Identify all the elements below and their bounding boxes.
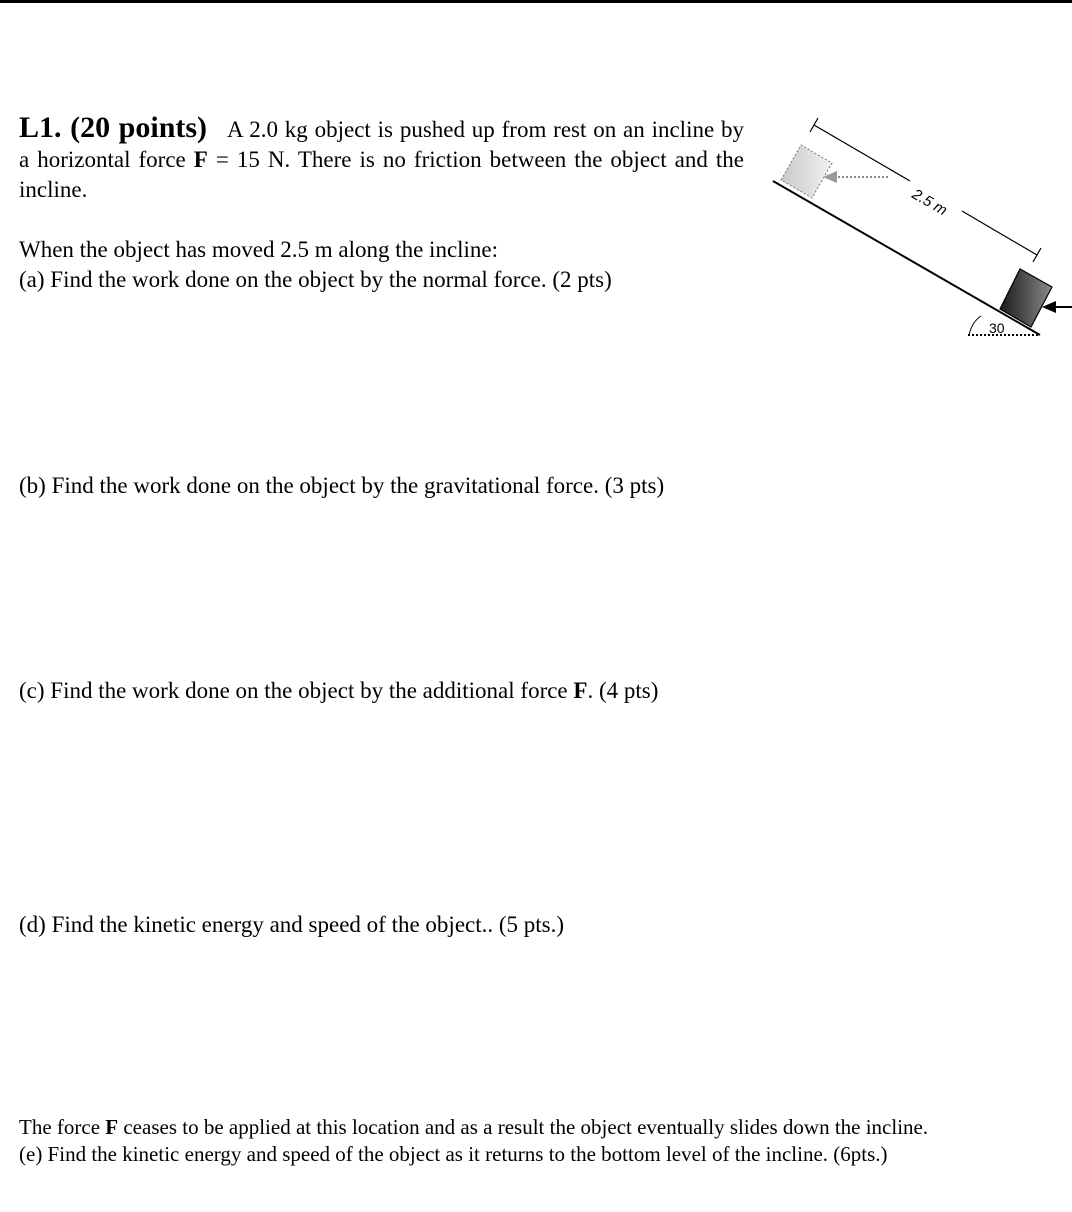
part-c-force-symbol: F bbox=[573, 678, 588, 703]
angle-arc bbox=[969, 316, 981, 335]
part-c-question bbox=[19, 676, 658, 706]
part-a-question: (a) Find the work done on the object by the normal force. (2 pts) bbox=[19, 267, 612, 292]
statement-part2: = 15 N. There is no friction between the object and the incline. bbox=[19, 147, 744, 202]
part-c-text: (c) Find the work done on the object by the additional force bbox=[19, 678, 568, 703]
angle-label: 30 bbox=[989, 320, 1005, 336]
distance-label: 2.5 m bbox=[909, 185, 950, 220]
ceases-pre: The force bbox=[19, 1115, 101, 1139]
problem-title bbox=[19, 111, 207, 144]
distance-line-right bbox=[962, 211, 1037, 255]
problem-statement bbox=[19, 113, 744, 205]
statement-part1: A 2.0 kg object is pushed up from rest on an incline by a horizontal force bbox=[19, 117, 744, 172]
incline-line bbox=[773, 181, 1040, 335]
force-symbol: F bbox=[193, 147, 208, 172]
top-rule bbox=[0, 0, 1072, 3]
problem-label: L1. bbox=[19, 111, 62, 144]
ceases-force-symbol: F bbox=[105, 1115, 119, 1139]
problem-points: (20 points) bbox=[70, 111, 208, 144]
part-b-question: (b) Find the work done on the object by the gravitational force. (3 pts) bbox=[19, 473, 665, 498]
object-block bbox=[1000, 269, 1052, 327]
distance-line-left bbox=[814, 125, 910, 181]
part-c-points: . (4 pts) bbox=[587, 678, 659, 703]
incline-diagram bbox=[760, 110, 1072, 350]
distance-tick-right bbox=[1033, 248, 1041, 262]
part-e-question: (e) Find the kinetic energy and speed of the object as it returns to the bottom level of the incline. (6pts.) bbox=[19, 1142, 888, 1166]
part-d-question: (d) Find the kinetic energy and speed of the object.. (5 pts.) bbox=[19, 912, 565, 937]
ceases-post: ceases to be applied at this location and as a result the object eventually slides down the incline. bbox=[123, 1115, 929, 1139]
when-moved-text: When the object has moved 2.5 m along the incline: bbox=[19, 237, 499, 262]
force-ceases-text bbox=[19, 1114, 928, 1141]
